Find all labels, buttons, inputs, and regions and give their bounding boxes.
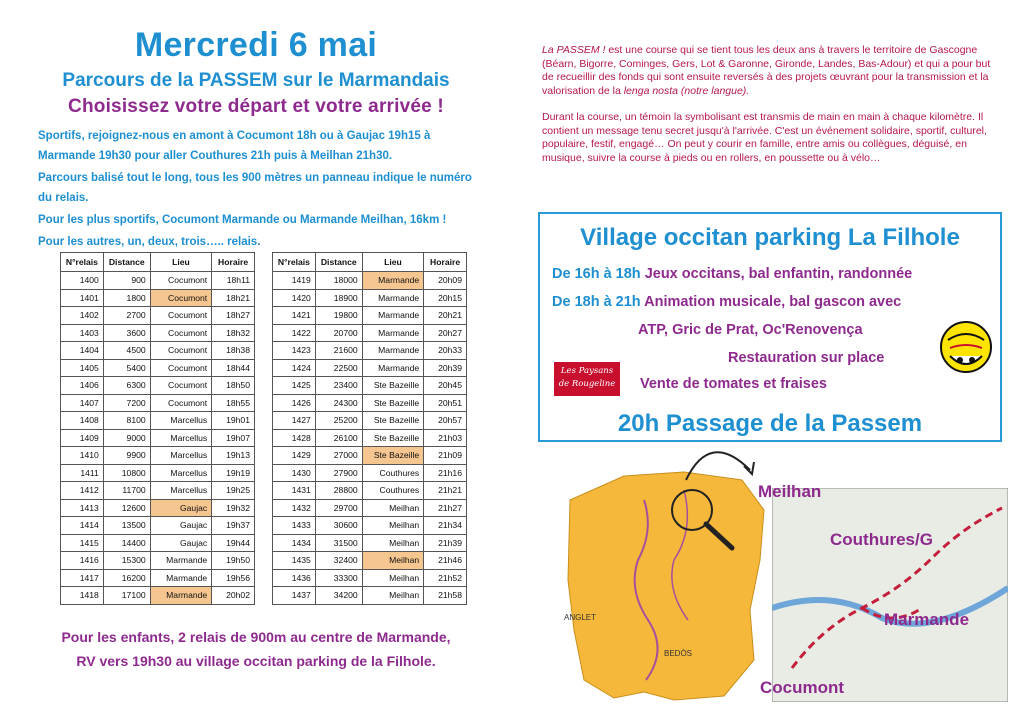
distance-cell: 32400 <box>315 552 362 570</box>
lieu-cell: Meilhan <box>362 552 424 570</box>
relay-number-cell: 1416 <box>61 552 104 570</box>
horaire-cell: 18h32 <box>212 324 255 342</box>
relay-number-cell: 1427 <box>273 412 316 430</box>
distance-cell: 27900 <box>315 464 362 482</box>
table-row <box>273 359 467 377</box>
horaire-cell: 18h38 <box>212 342 255 360</box>
relay-number-cell: 1423 <box>273 342 316 360</box>
table-row <box>61 482 255 500</box>
horaire-cell: 21h09 <box>424 447 467 465</box>
relay-number-cell: 1408 <box>61 412 104 430</box>
relay-number-cell: 1415 <box>61 534 104 552</box>
kids-note-line: RV vers 19h30 au village occitan parking de la Filhole. <box>76 653 436 669</box>
horaire-cell: 20h39 <box>424 359 467 377</box>
schedule-line-2 <box>552 294 901 310</box>
table-row <box>273 394 467 412</box>
table-row <box>61 587 255 605</box>
distance-cell: 34200 <box>315 587 362 605</box>
passem-name: La PASSEM ! <box>542 44 606 56</box>
distance-cell: 900 <box>103 272 150 290</box>
horaire-cell: 21h58 <box>424 587 467 605</box>
lieu-cell: Ste Bazeille <box>362 429 424 447</box>
relay-number-cell: 1437 <box>273 587 316 605</box>
table-row <box>273 464 467 482</box>
relay-number-cell: 1401 <box>61 289 104 307</box>
lieu-cell: Cocumont <box>150 377 212 395</box>
horaire-cell: 20h27 <box>424 324 467 342</box>
distance-cell: 29700 <box>315 499 362 517</box>
paysans-rougeline-logo <box>554 362 620 396</box>
relay-number-cell: 1406 <box>61 377 104 395</box>
route-map <box>772 488 1008 702</box>
relay-number-cell: 1424 <box>273 359 316 377</box>
distance-cell: 8100 <box>103 412 150 430</box>
table-row <box>61 377 255 395</box>
map-label: BEDÒS <box>664 649 693 658</box>
horaire-cell: 18h55 <box>212 394 255 412</box>
distance-cell: 19800 <box>315 307 362 325</box>
lieu-cell: Marmande <box>150 569 212 587</box>
horaire-cell: 20h15 <box>424 289 467 307</box>
lieu-cell: Marmande <box>150 587 212 605</box>
relay-number-cell: 1409 <box>61 429 104 447</box>
lieu-cell: Ste Bazeille <box>362 447 424 465</box>
distance-cell: 12600 <box>103 499 150 517</box>
table-row <box>61 499 255 517</box>
horaire-cell: 18h27 <box>212 307 255 325</box>
horaire-cell: 21h27 <box>424 499 467 517</box>
table-row <box>273 517 467 535</box>
intro-paragraph: Sportifs, rejoignez-nous en amont à Cocumont 18h ou à Gaujac 19h15 à Marmande 19h30 pour aller Couthures 21h puis à Meilhan 21h30. <box>38 130 431 162</box>
relay-number-cell: 1419 <box>273 272 316 290</box>
distance-cell: 15300 <box>103 552 150 570</box>
schedule-text: Animation musicale, bal gascon avec <box>640 294 902 310</box>
horaire-cell: 18h11 <box>212 272 255 290</box>
relay-number-cell: 1417 <box>61 569 104 587</box>
distance-cell: 1800 <box>103 289 150 307</box>
lenga-nosta: lenga nosta (notre langue). <box>623 84 750 97</box>
schedule-line-5: Vente de tomates et fraises <box>640 376 827 392</box>
header-distance: Distance <box>315 253 362 272</box>
relay-number-cell: 1422 <box>273 324 316 342</box>
distance-cell: 22500 <box>315 359 362 377</box>
relay-number-cell: 1400 <box>61 272 104 290</box>
distance-cell: 18000 <box>315 272 362 290</box>
lieu-cell: Meilhan <box>362 499 424 517</box>
lieu-cell: Gaujac <box>150 517 212 535</box>
town-cocumont: Cocumont <box>760 678 845 697</box>
lieu-cell: Marmande <box>150 552 212 570</box>
table-row <box>273 482 467 500</box>
relay-number-cell: 1431 <box>273 482 316 500</box>
distance-cell: 27000 <box>315 447 362 465</box>
table-row <box>273 587 467 605</box>
lieu-cell: Gaujac <box>150 499 212 517</box>
table-row <box>273 307 467 325</box>
curved-arrow-icon <box>680 440 770 490</box>
horaire-cell: 19h19 <box>212 464 255 482</box>
lieu-cell: Ste Bazeille <box>362 412 424 430</box>
distance-cell: 6300 <box>103 377 150 395</box>
lieu-cell: Cocumont <box>150 272 212 290</box>
village-box <box>538 212 1002 442</box>
horaire-cell: 21h46 <box>424 552 467 570</box>
distance-cell: 13500 <box>103 517 150 535</box>
relay-number-cell: 1429 <box>273 447 316 465</box>
schedule-line-3: ATP, Gric de Prat, Oc'Renovença <box>638 322 863 338</box>
lieu-cell: Ste Bazeille <box>362 394 424 412</box>
relay-number-cell: 1434 <box>273 534 316 552</box>
relay-number-cell: 1405 <box>61 359 104 377</box>
town-couthures: Couthures/G <box>830 530 933 549</box>
table-row <box>61 412 255 430</box>
horaire-cell: 18h44 <box>212 359 255 377</box>
relay-number-cell: 1433 <box>273 517 316 535</box>
passem-text: est une course qui se tient tous les deux ans à travers le territoire de Gascogne (Béarn, Bigorre, Cominges, Gers, Lot & Garonne, Gironde, Landes, Bas-Adour) et qui a pour but de recueillir des fonds qui sont ensuite reversés à des projets œuvrant pour la transmission et la valorisation de la <box>542 44 991 97</box>
distance-cell: 14400 <box>103 534 150 552</box>
header-horaire: Horaire <box>424 253 467 272</box>
burger-du-coin-logo <box>938 320 994 378</box>
lieu-cell: Marmande <box>362 289 424 307</box>
table-row <box>61 394 255 412</box>
map-label: ANGLET <box>564 613 597 622</box>
schedule-time: De 16h à 18h <box>552 266 641 282</box>
right-page <box>512 0 1024 724</box>
schedule-line-4: Restauration sur place <box>728 350 885 366</box>
lieu-cell: Cocumont <box>150 324 212 342</box>
relay-number-cell: 1420 <box>273 289 316 307</box>
distance-cell: 3600 <box>103 324 150 342</box>
header-lieu: Lieu <box>150 253 212 272</box>
horaire-cell: 19h13 <box>212 447 255 465</box>
table-row <box>273 499 467 517</box>
distance-cell: 33300 <box>315 569 362 587</box>
lieu-cell: Marcellus <box>150 482 212 500</box>
relay-number-cell: 1428 <box>273 429 316 447</box>
horaire-cell: 19h01 <box>212 412 255 430</box>
table-row <box>61 272 255 290</box>
lieu-cell: Meilhan <box>362 587 424 605</box>
table-row <box>61 359 255 377</box>
horaire-cell: 18h21 <box>212 289 255 307</box>
lieu-cell: Marmande <box>362 324 424 342</box>
relay-table-2 <box>272 252 467 605</box>
relay-number-cell: 1411 <box>61 464 104 482</box>
horaire-cell: 19h37 <box>212 517 255 535</box>
table-row <box>61 534 255 552</box>
schedule-line-1 <box>552 266 912 282</box>
distance-cell: 10800 <box>103 464 150 482</box>
lieu-cell: Couthures <box>362 482 424 500</box>
distance-cell: 9000 <box>103 429 150 447</box>
table-header-row <box>273 253 467 272</box>
lieu-cell: Cocumont <box>150 359 212 377</box>
distance-cell: 24300 <box>315 394 362 412</box>
intro-paragraph: Pour les plus sportifs, Cocumont Marmande ou Marmande Meilhan, 16km ! <box>38 214 447 226</box>
table-row <box>273 534 467 552</box>
lieu-cell: Marcellus <box>150 464 212 482</box>
kids-note <box>0 625 512 673</box>
passage-time: 20h Passage de la Passem <box>617 410 923 437</box>
relay-number-cell: 1402 <box>61 307 104 325</box>
distance-cell: 2700 <box>103 307 150 325</box>
distance-cell: 25200 <box>315 412 362 430</box>
horaire-cell: 19h32 <box>212 499 255 517</box>
table-row <box>61 569 255 587</box>
distance-cell: 16200 <box>103 569 150 587</box>
lieu-cell: Cocumont <box>150 307 212 325</box>
table-row <box>273 289 467 307</box>
relay-number-cell: 1430 <box>273 464 316 482</box>
table-row <box>61 429 255 447</box>
relay-number-cell: 1407 <box>61 394 104 412</box>
horaire-cell: 21h34 <box>424 517 467 535</box>
lieu-cell: Marmande <box>362 272 424 290</box>
relay-number-cell: 1421 <box>273 307 316 325</box>
horaire-cell: 19h07 <box>212 429 255 447</box>
horaire-cell: 20h21 <box>424 307 467 325</box>
intro-paragraph: Pour les autres, un, deux, trois….. relais. <box>38 236 261 248</box>
horaire-cell: 21h21 <box>424 482 467 500</box>
lieu-cell: Marmande <box>362 307 424 325</box>
horaire-cell: 20h33 <box>424 342 467 360</box>
lieu-cell: Meilhan <box>362 534 424 552</box>
lieu-cell: Ste Bazeille <box>362 377 424 395</box>
table-row <box>61 324 255 342</box>
distance-cell: 26100 <box>315 429 362 447</box>
header-relais: N°relais <box>61 253 104 272</box>
horaire-cell: 21h16 <box>424 464 467 482</box>
header-distance: Distance <box>103 253 150 272</box>
passem-description <box>542 44 997 178</box>
table-row <box>61 342 255 360</box>
passem-paragraph-2: Durant la course, un témoin la symbolisant est transmis de main en main à chaque kilomètre. Il contient un message tenu secret jusqu'à l'arrivée. C'est un événement solidaire, sportif, culturel, populaire, festif, engagé… On peut y courir en famille, entre amis ou collègues, déguisé, en musique, suivre la course à pieds ou en rollers, en poussette ou à vélo… <box>542 111 987 164</box>
table-row <box>61 447 255 465</box>
horaire-cell: 20h51 <box>424 394 467 412</box>
horaire-cell: 20h45 <box>424 377 467 395</box>
kids-note-line: Pour les enfants, 2 relais de 900m au centre de Marmande, <box>61 629 451 645</box>
lieu-cell: Cocumont <box>150 289 212 307</box>
distance-cell: 23400 <box>315 377 362 395</box>
distance-cell: 21600 <box>315 342 362 360</box>
header-lieu: Lieu <box>362 253 424 272</box>
table-row <box>61 464 255 482</box>
horaire-cell: 20h57 <box>424 412 467 430</box>
relay-number-cell: 1413 <box>61 499 104 517</box>
table-row <box>61 289 255 307</box>
table-row <box>273 272 467 290</box>
relay-number-cell: 1414 <box>61 517 104 535</box>
lieu-cell: Couthures <box>362 464 424 482</box>
relay-number-cell: 1403 <box>61 324 104 342</box>
lieu-cell: Cocumont <box>150 342 212 360</box>
distance-cell: 20700 <box>315 324 362 342</box>
lieu-cell: Marmande <box>362 359 424 377</box>
horaire-cell: 21h03 <box>424 429 467 447</box>
horaire-cell: 19h25 <box>212 482 255 500</box>
table-row <box>61 307 255 325</box>
lieu-cell: Marcellus <box>150 429 212 447</box>
horaire-cell: 18h50 <box>212 377 255 395</box>
table-row <box>273 447 467 465</box>
relay-number-cell: 1432 <box>273 499 316 517</box>
town-marmande: Marmande <box>884 610 970 629</box>
horaire-cell: 21h39 <box>424 534 467 552</box>
distance-cell: 17100 <box>103 587 150 605</box>
village-title: Village occitan parking La Filhole <box>580 224 960 251</box>
header-relais: N°relais <box>273 253 316 272</box>
relay-number-cell: 1412 <box>61 482 104 500</box>
town-meilhan: Meilhan <box>758 482 822 501</box>
distance-cell: 4500 <box>103 342 150 360</box>
table-row <box>273 429 467 447</box>
table-row <box>273 377 467 395</box>
distance-cell: 28800 <box>315 482 362 500</box>
horaire-cell: 19h44 <box>212 534 255 552</box>
horaire-cell: 20h02 <box>212 587 255 605</box>
intro-paragraph: Parcours balisé tout le long, tous les 900 mètres un panneau indique le numéro du relais. <box>38 172 472 204</box>
relay-number-cell: 1426 <box>273 394 316 412</box>
table-row <box>61 552 255 570</box>
table-row <box>273 552 467 570</box>
horaire-cell: 21h52 <box>424 569 467 587</box>
relay-number-cell: 1418 <box>61 587 104 605</box>
page-subtitle: Parcours de la PASSEM sur le Marmandais <box>62 70 450 91</box>
horaire-cell: 19h56 <box>212 569 255 587</box>
distance-cell: 31500 <box>315 534 362 552</box>
distance-cell: 11700 <box>103 482 150 500</box>
table-row <box>61 517 255 535</box>
table-row <box>273 342 467 360</box>
distance-cell: 18900 <box>315 289 362 307</box>
lieu-cell: Meilhan <box>362 569 424 587</box>
lieu-cell: Cocumont <box>150 394 212 412</box>
lieu-cell: Meilhan <box>362 517 424 535</box>
horaire-cell: 20h09 <box>424 272 467 290</box>
lieu-cell: Marcellus <box>150 412 212 430</box>
distance-cell: 7200 <box>103 394 150 412</box>
table-row <box>273 412 467 430</box>
table-row <box>273 569 467 587</box>
intro-text <box>38 126 483 254</box>
header-horaire: Horaire <box>212 253 255 272</box>
horaire-cell: 19h50 <box>212 552 255 570</box>
schedule-time: De 18h à 21h <box>552 294 641 310</box>
relay-number-cell: 1436 <box>273 569 316 587</box>
distance-cell: 9900 <box>103 447 150 465</box>
distance-cell: 30600 <box>315 517 362 535</box>
relay-number-cell: 1410 <box>61 447 104 465</box>
logo-text: Les Paysans <box>560 366 614 376</box>
gascony-map <box>564 470 766 702</box>
schedule-text: Jeux occitans, bal enfantin, randonnée <box>640 266 913 282</box>
table-header-row <box>61 253 255 272</box>
relay-number-cell: 1435 <box>273 552 316 570</box>
lieu-cell: Gaujac <box>150 534 212 552</box>
relay-number-cell: 1404 <box>61 342 104 360</box>
logo-text: de Rougeline <box>558 379 616 389</box>
page-subtitle-2: Choisissez votre départ et votre arrivée ! <box>68 96 444 117</box>
table-row <box>273 324 467 342</box>
distance-cell: 5400 <box>103 359 150 377</box>
relay-table-1 <box>60 252 255 605</box>
page-title: Mercredi 6 mai <box>134 26 378 64</box>
lieu-cell: Marmande <box>362 342 424 360</box>
lieu-cell: Marcellus <box>150 447 212 465</box>
relay-number-cell: 1425 <box>273 377 316 395</box>
passem-paragraph-1 <box>542 44 997 98</box>
